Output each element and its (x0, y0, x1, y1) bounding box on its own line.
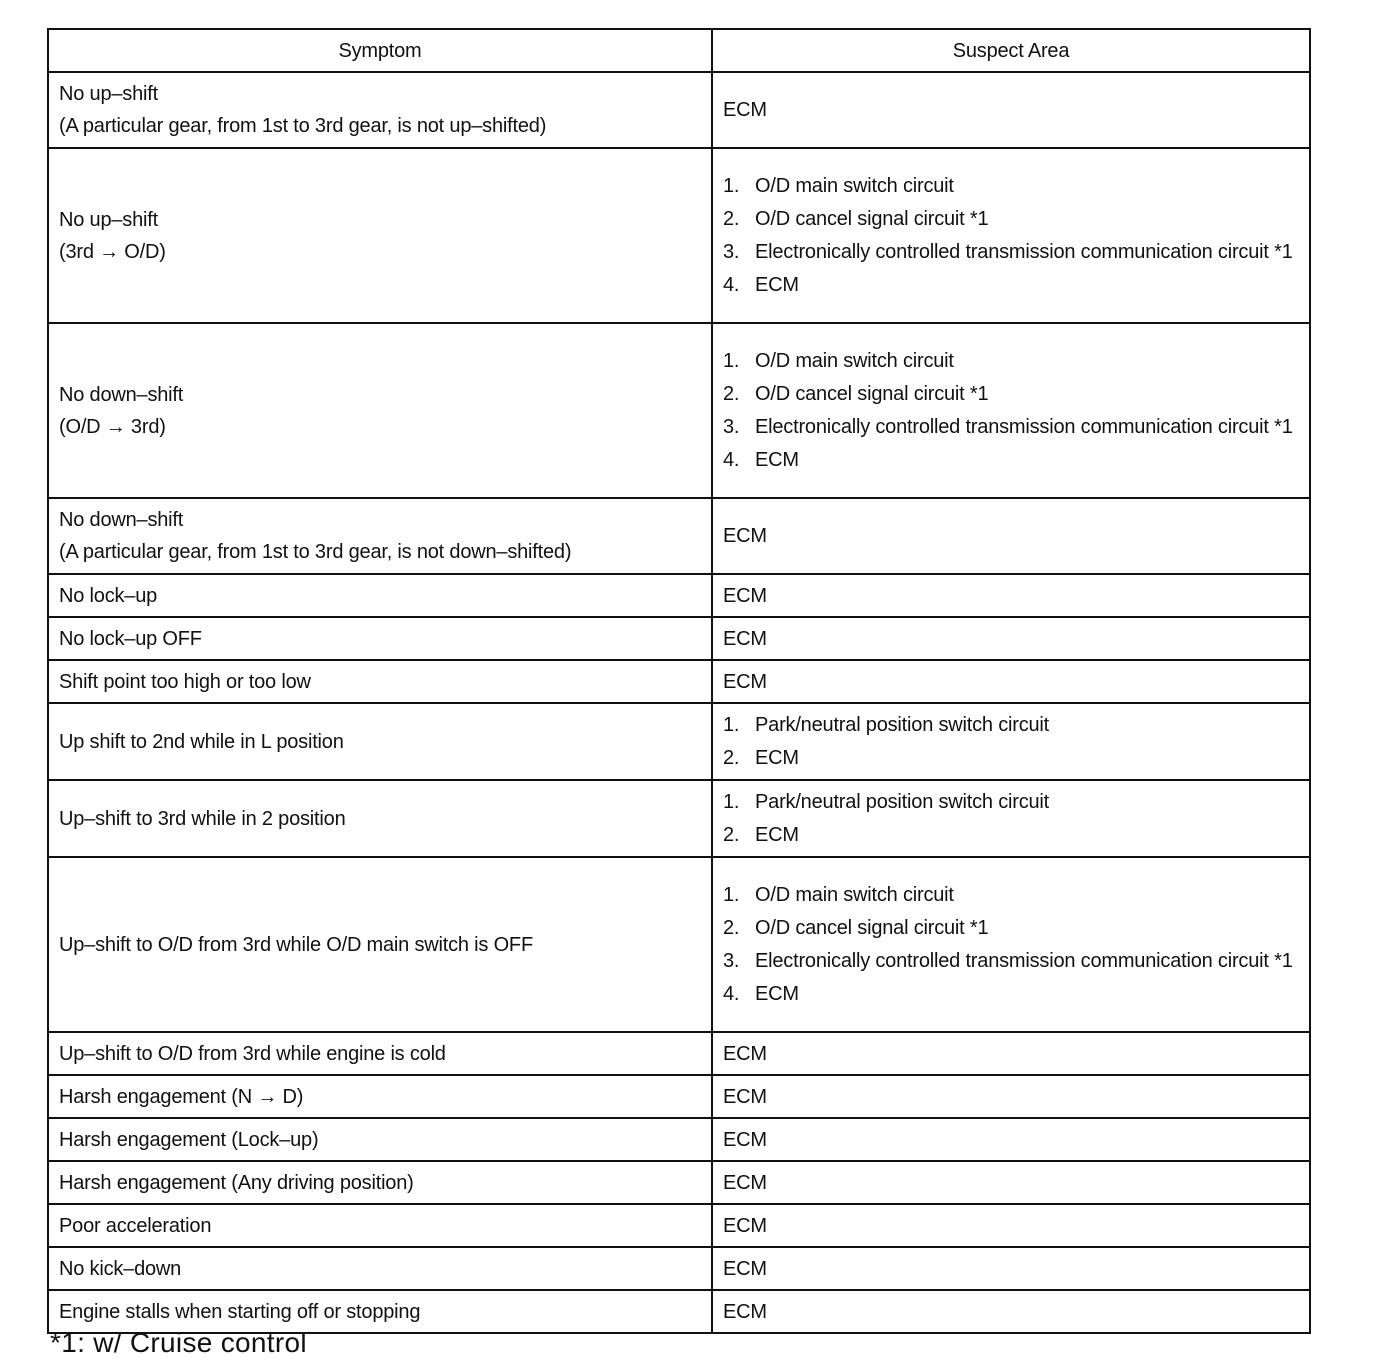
suspect-area-cell (712, 1075, 1310, 1118)
suspect-area-text: O/D main switch circuit (755, 883, 954, 906)
suspect-area-item (723, 879, 1299, 912)
suspect-area-item (723, 203, 1299, 236)
symptom-text: Up–shift to O/D from 3rd while engine is cold (59, 1042, 446, 1065)
item-number: 2. (723, 746, 740, 769)
suspect-area-list (723, 875, 1299, 1015)
suspect-area-item (723, 236, 1299, 269)
symptom-cell (48, 703, 712, 780)
symptom-text: (O/D → 3rd) (59, 415, 166, 438)
suspect-area-item (723, 411, 1299, 444)
item-number: 4. (723, 448, 740, 471)
symptom-cell (48, 780, 712, 857)
symptom-text: No down–shift (59, 509, 184, 531)
suspect-area-item (723, 819, 1299, 852)
suspect-area-item (723, 912, 1299, 945)
suspect-area-text: ECM (755, 273, 799, 296)
suspect-area-list (723, 341, 1299, 481)
symptom-text: Harsh engagement (Any driving position) (59, 1171, 414, 1194)
suspect-area-text: Electronically controlled transmission communication circuit *1 (755, 240, 1293, 263)
item-number: 1. (723, 883, 740, 906)
suspect-area-item (723, 786, 1299, 819)
suspect-area-text: ECM (723, 99, 767, 121)
suspect-area-cell (712, 148, 1310, 323)
suspect-area-cell (712, 703, 1310, 780)
item-number: 3. (723, 240, 740, 263)
item-number: 4. (723, 982, 740, 1005)
symptom-text: Up–shift to O/D from 3rd while O/D main switch is OFF (59, 933, 533, 956)
symptom-header: Symptom (48, 29, 712, 72)
suspect-area-cell (712, 1161, 1310, 1204)
suspect-area-cell (712, 574, 1310, 617)
suspect-area-item (723, 444, 1299, 477)
item-number: 3. (723, 415, 740, 438)
suspect-area-cell (712, 323, 1310, 498)
table-body (48, 72, 1310, 1333)
suspect-area-item (723, 709, 1299, 742)
table-row (48, 1032, 1310, 1075)
footnote: *1: w/ Cruise control (50, 1327, 307, 1358)
table-row (48, 72, 1310, 148)
suspect-area-cell (712, 1204, 1310, 1247)
suspect-area-text: ECM (723, 670, 767, 693)
suspect-area-text: O/D cancel signal circuit *1 (755, 382, 989, 405)
suspect-area-item (723, 170, 1299, 203)
suspect-area-text: Electronically controlled transmission communication circuit *1 (755, 415, 1293, 438)
table-row (48, 780, 1310, 857)
suspect-area-cell (712, 857, 1310, 1032)
symptom-cell (48, 1247, 712, 1290)
table-row (48, 617, 1310, 660)
symptom-cell (48, 72, 712, 148)
suspect-area-item (723, 345, 1299, 378)
item-number: 1. (723, 713, 740, 736)
suspect-area-cell (712, 498, 1310, 574)
suspect-area-text: ECM (755, 448, 799, 471)
suspect-area-text: ECM (723, 1042, 767, 1065)
suspect-area-text: Park/neutral position switch circuit (755, 790, 1050, 813)
symptom-cell (48, 498, 712, 574)
suspect-area-cell (712, 1118, 1310, 1161)
symptom-text: No lock–up OFF (59, 627, 202, 650)
item-number: 1. (723, 174, 740, 197)
symptom-text: No down–shift (59, 383, 184, 406)
suspect-area-text: Park/neutral position switch circuit (755, 713, 1050, 736)
table-row (48, 498, 1310, 574)
suspect-area-cell (712, 1032, 1310, 1075)
troubleshooting-table (47, 28, 1311, 1334)
symptom-text: (3rd → O/D) (59, 240, 166, 263)
table-row (48, 574, 1310, 617)
item-number: 2. (723, 823, 740, 846)
suspect-area-text: ECM (755, 823, 799, 846)
symptom-text: No lock–up (59, 584, 158, 607)
suspect-area-list (723, 166, 1299, 306)
table-row (48, 323, 1310, 498)
symptom-cell (48, 617, 712, 660)
item-number: 4. (723, 273, 740, 296)
suspect-area-cell (712, 617, 1310, 660)
symptom-cell (48, 1075, 712, 1118)
item-number: 2. (723, 916, 740, 939)
symptom-cell (48, 148, 712, 323)
symptom-text: Engine stalls when starting off or stopping (59, 1300, 421, 1323)
item-number: 2. (723, 382, 740, 405)
suspect-area-cell (712, 660, 1310, 703)
symptom-cell (48, 1161, 712, 1204)
table-row (48, 660, 1310, 703)
table-row (48, 1247, 1310, 1290)
symptom-text: No up–shift (59, 83, 158, 105)
suspect-area-text: ECM (723, 1128, 767, 1151)
suspect-area-text: ECM (755, 746, 799, 769)
item-number: 2. (723, 207, 740, 230)
suspect-area-text: ECM (755, 982, 799, 1005)
suspect-area-text: Electronically controlled transmission communication circuit *1 (755, 949, 1293, 972)
symptom-cell (48, 574, 712, 617)
suspect-area-text: O/D cancel signal circuit *1 (755, 207, 989, 230)
suspect-area-text: ECM (723, 1171, 767, 1194)
item-number: 1. (723, 349, 740, 372)
suspect-area-text: O/D main switch circuit (755, 349, 954, 372)
symptom-text: No kick–down (59, 1257, 182, 1280)
symptom-cell (48, 1204, 712, 1247)
suspect-area-item (723, 269, 1299, 302)
table-row (48, 1161, 1310, 1204)
table-row (48, 1075, 1310, 1118)
table-row (48, 857, 1310, 1032)
suspect-area-text: O/D cancel signal circuit *1 (755, 916, 989, 939)
suspect-area-header: Suspect Area (712, 29, 1310, 72)
symptom-text: No up–shift (59, 208, 158, 231)
symptom-cell (48, 1118, 712, 1161)
suspect-area-cell (712, 1247, 1310, 1290)
suspect-area-text: ECM (723, 627, 767, 650)
symptom-text: Harsh engagement (Lock–up) (59, 1128, 319, 1151)
suspect-area-list (723, 782, 1299, 856)
table-row (48, 1204, 1310, 1247)
table-row (48, 703, 1310, 780)
suspect-area-cell (712, 780, 1310, 857)
symptom-text: Poor acceleration (59, 1214, 212, 1237)
suspect-area-text: ECM (723, 525, 767, 547)
suspect-area-item (723, 945, 1299, 978)
item-number: 3. (723, 949, 740, 972)
symptom-text: Shift point too high or too low (59, 670, 311, 693)
suspect-area-item (723, 378, 1299, 411)
suspect-area-text: ECM (723, 584, 767, 607)
symptom-cell (48, 857, 712, 1032)
table-row (48, 148, 1310, 323)
suspect-area-text: O/D main switch circuit (755, 174, 954, 197)
symptom-text: (A particular gear, from 1st to 3rd gear, is not down–shifted) (59, 541, 572, 563)
suspect-area-item (723, 742, 1299, 775)
symptom-text: Up–shift to 3rd while in 2 position (59, 807, 346, 830)
suspect-area-text: ECM (723, 1085, 767, 1108)
suspect-area-text: ECM (723, 1214, 767, 1237)
suspect-area-cell (712, 72, 1310, 148)
symptom-cell (48, 660, 712, 703)
item-number: 1. (723, 790, 740, 813)
symptom-text: Up shift to 2nd while in L position (59, 730, 344, 753)
suspect-area-text: ECM (723, 1300, 767, 1323)
symptom-text: Harsh engagement (N → D) (59, 1085, 304, 1108)
suspect-area-item (723, 978, 1299, 1011)
suspect-area-cell (712, 1290, 1310, 1333)
table-row (48, 1118, 1310, 1161)
symptom-cell (48, 1032, 712, 1075)
header-row (48, 29, 1310, 72)
suspect-area-list (723, 705, 1299, 779)
symptom-cell (48, 323, 712, 498)
symptom-text: (A particular gear, from 1st to 3rd gear, is not up–shifted) (59, 115, 547, 137)
suspect-area-text: ECM (723, 1257, 767, 1280)
